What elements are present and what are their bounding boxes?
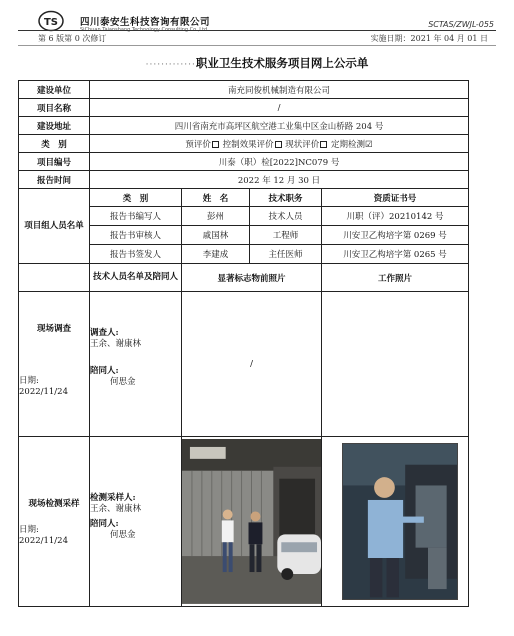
team-header-cert: 资质证书号: [322, 189, 469, 207]
survey-work-photo: [322, 292, 469, 437]
survey-row: [19, 292, 469, 437]
svg-text:TS: TS: [43, 17, 59, 28]
unit-value: 南充同俊机械制造有限公司: [90, 81, 469, 99]
row-type: [19, 135, 469, 153]
factory-photo-image: [182, 439, 321, 604]
survey-title: 现场调查: [36, 324, 71, 334]
document-title: [0, 55, 514, 71]
sampler-names: 王余、谢康林: [90, 504, 142, 514]
sampling-row: [19, 437, 469, 607]
version-text: 第 6 版第 0 次修订: [38, 34, 107, 43]
implementation-date: 实施日期：2021 年 04 月 01 日: [370, 34, 488, 43]
checkbox-empty-icon: [212, 141, 219, 148]
survey-info: [19, 292, 90, 437]
type-option-status: 现状评价: [285, 139, 320, 150]
checkbox-empty-icon: [275, 141, 282, 148]
sampling-date-value: 2022/11/24: [19, 536, 68, 546]
survey-staff: [90, 292, 182, 437]
member-cert: 川职（评）20210142 号: [322, 207, 469, 226]
investigator-names: 王余、谢康林: [90, 339, 142, 349]
sampling-info: [19, 437, 90, 607]
type-label: 类 别: [19, 135, 90, 153]
member-name: 戚国林: [182, 226, 250, 245]
date-value: 2022 年 12 月 30 日: [90, 171, 469, 189]
team-header-row: [19, 189, 469, 207]
survey-escort-name: 何思金: [110, 377, 136, 387]
checkbox-empty-icon: [320, 141, 327, 148]
survey-escort-label: 陪同人:: [90, 366, 119, 376]
company-name-en: SiChuan Taianshang Technology Consulting Co.,Ltd: [80, 27, 208, 33]
code-label: 项目编号: [19, 153, 90, 171]
work-photo-image: [342, 443, 458, 600]
title-text: 职业卫生技术服务项目网上公示单: [195, 56, 369, 70]
company-logo-icon: [38, 10, 64, 32]
survey-landmark-photo: /: [182, 292, 322, 437]
team-group-label: 项目组人员名单: [19, 189, 90, 264]
survey-date-value: 2022/11/24: [19, 387, 68, 397]
code-value: 川泰（职）检[2022]NC079 号: [90, 153, 469, 171]
sampler-label: 检测采样人:: [90, 493, 136, 503]
member-role: 报告书编写人: [90, 207, 182, 226]
publicity-form: [18, 80, 469, 607]
member-name: 彭州: [182, 207, 250, 226]
row-code: [19, 153, 469, 171]
name-label: 项目名称: [19, 99, 90, 117]
row-unit: [19, 81, 469, 99]
address-value: 四川省南充市高坪区航空港工业集中区金山桥路 204 号: [90, 117, 469, 135]
member-role: 报告书签发人: [90, 245, 182, 264]
member-cert: 川安卫乙构培字第 0265 号: [322, 245, 469, 264]
name-value: /: [90, 99, 469, 117]
unit-label: 建设单位: [19, 81, 90, 99]
team-header-title: 技术职务: [250, 189, 322, 207]
team-header-role: 类 别: [90, 189, 182, 207]
member-title: 主任医师: [250, 245, 322, 264]
company-name-cn: 四川泰安生科技咨询有限公司: [80, 17, 211, 28]
header-rule-2: [18, 45, 496, 46]
investigator-label: 调查人:: [90, 328, 119, 338]
sampling-date-label: 日期:: [19, 525, 39, 535]
checkbox-checked-icon: ☑: [365, 139, 373, 150]
member-role: 报告书审核人: [90, 226, 182, 245]
type-options: [90, 135, 469, 153]
title-dots: ·············: [145, 60, 196, 70]
sampling-escort-label: 陪同人:: [90, 519, 119, 529]
sampling-staff: [90, 437, 182, 607]
type-option-effect: 控制效果评价: [222, 139, 274, 150]
landmark-photo: [182, 437, 322, 607]
member-title: 技术人员: [250, 207, 322, 226]
address-label: 建设地址: [19, 117, 90, 135]
photo-header-landmark: 显著标志物前照片: [182, 264, 322, 292]
sampling-escort-name: 何思金: [110, 530, 136, 540]
type-option-pre: 预评价: [185, 139, 211, 150]
row-date: [19, 171, 469, 189]
row-name: [19, 99, 469, 117]
member-name: 李建成: [182, 245, 250, 264]
header-rule: [18, 30, 496, 31]
row-address: [19, 117, 469, 135]
team-header-name: 姓 名: [182, 189, 250, 207]
work-photo-cell: [322, 437, 469, 607]
sampling-title: 现场检测采样: [28, 499, 80, 509]
member-title: 工程师: [250, 226, 322, 245]
type-option-periodic: 定期检测: [331, 139, 366, 150]
photo-header-staff: 技术人员名单及陪同人: [90, 264, 182, 292]
photo-header-work: 工作照片: [322, 264, 469, 292]
document-code: SCTAS/ZWJL-055: [428, 20, 494, 29]
date-label: 报告时间: [19, 171, 90, 189]
survey-date-label: 日期:: [19, 376, 39, 386]
photo-header-row: [19, 264, 469, 292]
member-cert: 川安卫乙构培字第 0269 号: [322, 226, 469, 245]
